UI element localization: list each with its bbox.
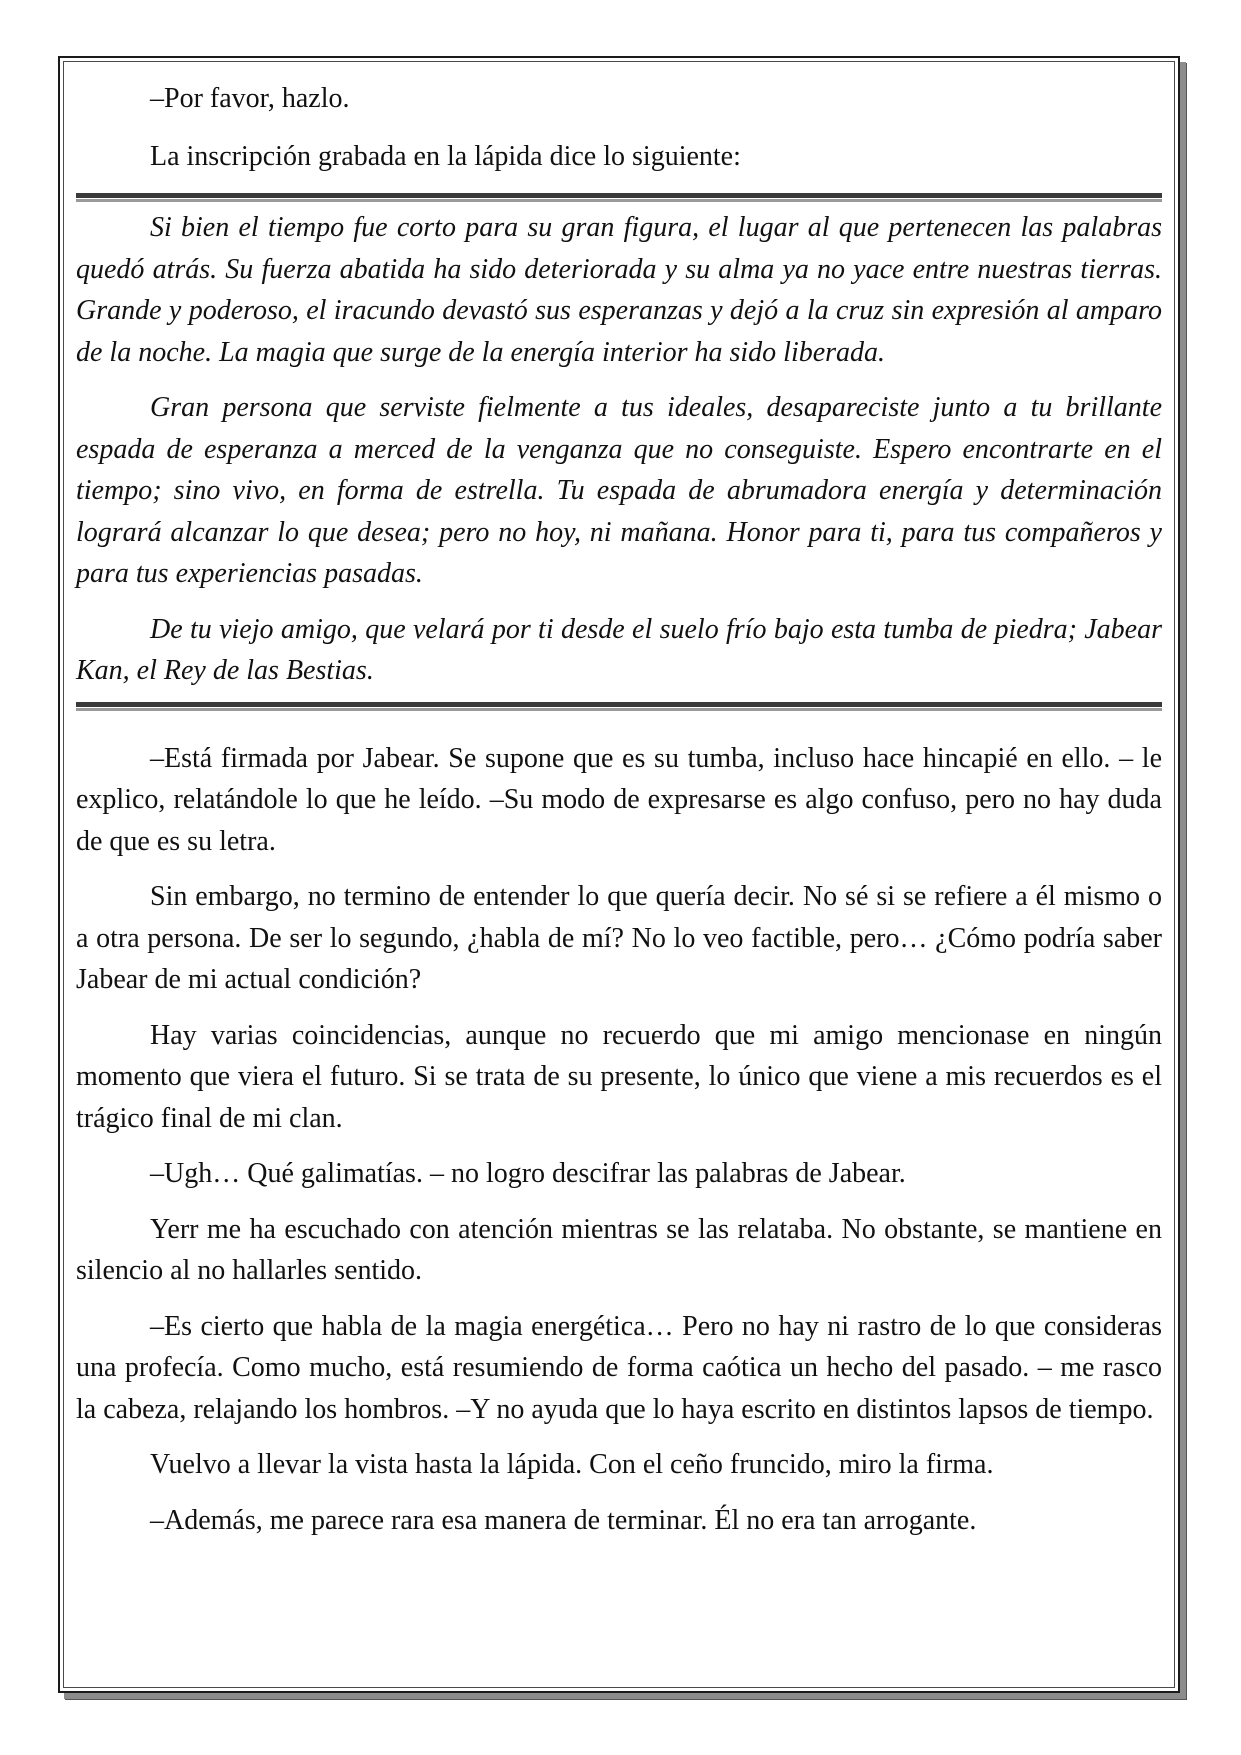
divider-thick-line <box>76 702 1162 707</box>
intro-paragraph: –Por favor, hazlo. <box>150 83 350 114</box>
page-frame <box>58 56 1180 1693</box>
inscription-paragraph: De tu viejo amigo, que velará por ti desde el suelo frío bajo esta tumba de piedra; Jabear Kan, el Rey de las Bestias. <box>76 613 1162 686</box>
divider-thin-line <box>76 708 1162 711</box>
narrative-paragraph: Sin embargo, no termino de entender lo que quería decir. No sé si se refiere a él mismo o a otra persona. De ser lo segundo, ¿habla de mí? No lo veo factible, pero… ¿Cómo podría saber Jabear de mi actual condición? <box>76 881 1162 995</box>
top-divider <box>76 193 1162 201</box>
narrative-paragraph: –Además, me parece rara esa manera de terminar. Él no era tan arrogante. <box>150 1504 977 1536</box>
narrative-paragraph: –Es cierto que habla de la magia energética… Pero no hay ni rastro de lo que consideras una profecía. Como mucho, está resumiendo de forma caótica un hecho del pasado. – me rasco la cabeza, relajando los hombros. –Y no ayuda que lo haya escrito en distintos lapsos de tiempo. <box>76 1310 1162 1425</box>
tombstone-inscription <box>76 203 1162 702</box>
narrative-paragraph: –Ugh… Qué galimatías. – no logro descifrar las palabras de Jabear. <box>150 1158 906 1189</box>
narrative-section <box>76 738 1162 1542</box>
narrative-paragraph: Hay varias coincidencias, aunque no recuerdo que mi amigo mencionase en ningún momento que viera el futuro. Si se trata de su presente, lo único que viene a mis recuerdos es el trágico final de mi clan. <box>76 1019 1162 1134</box>
intro-paragraph: La inscripción grabada en la lápida dice lo siguiente: <box>150 140 741 172</box>
bottom-divider <box>76 702 1162 710</box>
narrative-paragraph: Yerr me ha escuchado con atención mientras se las relataba. No obstante, se mantiene en silencio al no hallarles sentido. <box>76 1213 1162 1286</box>
intro-section <box>76 78 1162 177</box>
divider-thin-line <box>76 199 1162 202</box>
divider-thick-line <box>76 193 1162 198</box>
narrative-paragraph: Vuelvo a llevar la vista hasta la lápida. Con el ceño fruncido, miro la firma. <box>150 1449 994 1480</box>
narrative-paragraph: –Está firmada por Jabear. Se supone que es su tumba, incluso hace hincapié en ello. – le explico, relatándole lo que he leído. –Su modo de expresarse es algo confuso, pero no hay duda de que es su letra. <box>76 742 1162 857</box>
inscription-paragraph: Si bien el tiempo fue corto para su gran figura, el lugar al que pertenecen las palabras quedó atrás. Su fuerza abatida ha sido deteriorada y su alma ya no yace entre nuestras tierras. Grande y poderoso, el iracundo devastó sus esperanzas y dejó a la cruz sin expresión al amparo de la noche. La magia que surge de la energía interior ha sido liberada. <box>76 212 1162 368</box>
inscription-paragraph: Gran persona que serviste fielmente a tus ideales, desapareciste junto a tu brillante espada de esperanza a merced de la venganza que no conseguiste. Espero encontrarte en el tiempo; sino vivo, en forma de estrella. Tu espada de abrumadora energía y determinación logrará alcanzar lo que desea; pero no hoy, ni mañana. Honor para ti, para tus compañeros y para tus experiencias pasadas. <box>76 392 1162 589</box>
page-content <box>76 78 1162 1555</box>
